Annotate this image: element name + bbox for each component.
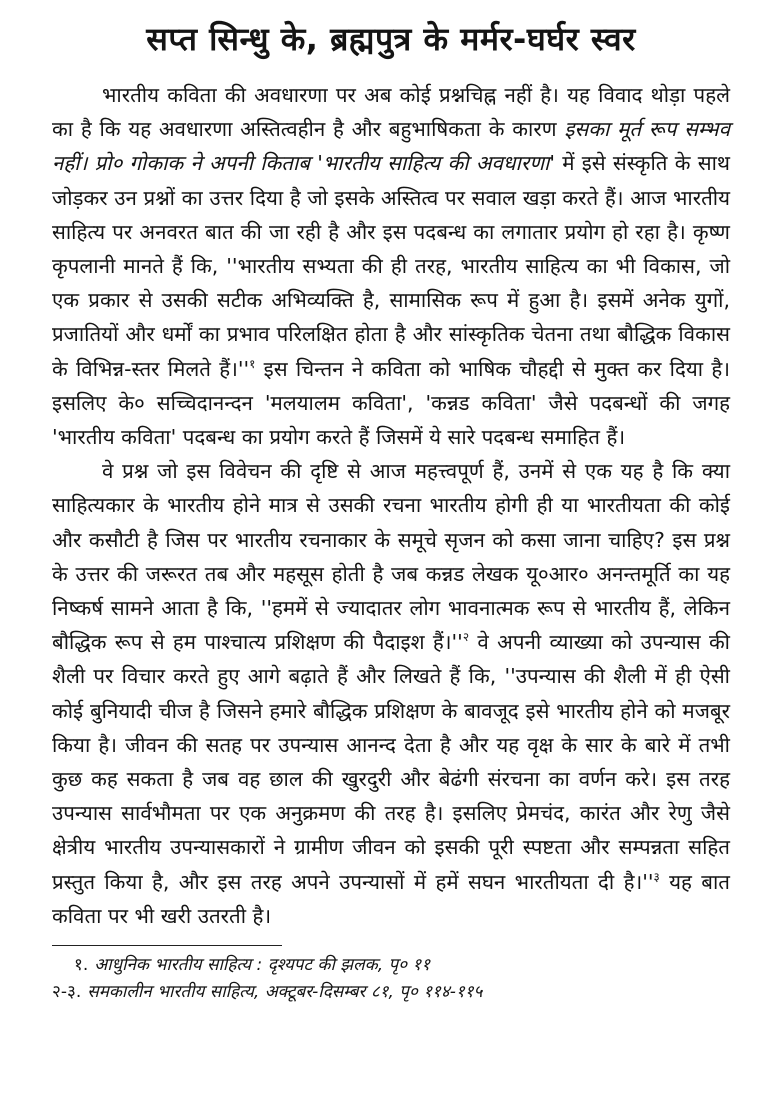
paragraph-2-text-c: यह बात कविता पर भी खरी उतरती है।: [52, 869, 730, 928]
footnote-text: समकालीन भारतीय साहित्य, अक्टूबर-दिसम्बर ८१, पृ० ११४-११५: [87, 982, 483, 1003]
paragraph-2-text-b: वे अपनी व्याख्या को उपन्यास की शैली पर विचार करते हुए आगे बढ़ाते हैं और लिखते हैं कि, ''उपन्यास की शैली में ही ऐसी कोई बुनियादी चीज है जिसने हमारे बौद्धिक प्रशिक्षण के बावजूद इसे भारतीय होने को मजबूर किया है। जीवन की सतह पर उपन्यास आनन्द देता है और यह वृक्ष के सार के बारे में तभी कुछ कह सकता है जब वह छाल की खुरदुरी और बेढंगी संरचना का वर्णन करे। इस तरह उपन्यास सार्वभौमता पर एक अनुक्रमण की तरह है। इसलिए प्रेमचंद, कारंत और रेणु जैसे क्षेत्रीय भारतीय उपन्यासकारों ने ग्रामीण जीवन को इसकी पूरी स्पष्टता और सम्पन्नता सहित प्रस्तुत किया है, और इस तरह अपने उपन्यासों में हमें सघन भारतीयता दी है।'': [52, 630, 730, 894]
footnote-ref-1: १: [249, 356, 256, 371]
chapter-title: सप्त सिन्धु के, ब्रह्मपुत्र के मर्मर-घर्घर स्वर: [146, 20, 636, 58]
footnote-number: २-३.: [52, 982, 82, 1003]
footnote-ref-3: ३: [653, 869, 660, 884]
footnote-2: [52, 979, 730, 1006]
footnotes: [52, 952, 730, 1006]
paragraph-1: [52, 78, 730, 454]
paragraph-1-text-a: भारतीय कविता की अवधारणा पर अब कोई प्रश्नचिह्न नहीं है। यह विवाद थोड़ा पहले का है कि यह अवधारणा अस्तित्वहीन है और बहुभाषिकता के कारण: [52, 83, 730, 142]
paragraph-2-text-a: वे प्रश्न जो इस विवेचन की दृष्टि से आज महत्त्वपूर्ण हैं, उनमें से एक यह है कि क्या साहित्यकार के भारतीय होने मात्र से उसकी रचना भारतीय होगी ही या भारतीयता की कोई और कसौटी है जिस पर भारतीय रचनाकार के समूचे सृजन को कसा जाना चाहिए? इस प्रश्न के उत्तर की जरूरत तब और महसूस होती है जब कन्नड लेखक यू०आर० अनन्तमूर्ति का यह निष्कर्ष सामने आता है कि, ''हममें से ज्यादातर लोग भावनात्मक रूप से भारतीय हैं, लेकिन बौद्धिक रूप से हम पाश्चात्य प्रशिक्षण की पैदाइश हैं।'': [52, 459, 730, 655]
footnote-1: [52, 952, 730, 979]
paragraph-1-text-c: में इसे संस्कृति के साथ जोड़कर उन प्रश्नों का उत्तर दिया है जो इसके अस्तित्व पर सवाल खड़ा करते हैं। आज भारतीय साहित्य पर अनवरत बात की जा रही है और इस पदबन्ध का लगातार प्रयोग हो रहा है। कृष्ण कृपलानी मानते हैं कि, ''भारतीय सभ्यता की ही तरह, भारतीय साहित्य का भी विकास, जो एक प्रकार से उसकी सटीक अभिव्यक्ति है, सामासिक रूप में हुआ है। इसमें अनेक युगों, प्रजातियों और धर्मों का प्रभाव परिलक्षित होता है और सांस्कृतिक चेतना तथा बौद्धिक विकास के विभिन्न-स्तर मिलते हैं।'': [52, 151, 730, 381]
footnote-divider: [52, 945, 282, 946]
footnote-ref-2: २: [462, 630, 470, 645]
footnote-number: १.: [74, 955, 89, 976]
footnote-text: आधुनिक भारतीय साहित्य : दृश्यपट की झलक, पृ० ११: [94, 955, 431, 976]
paragraph-2: [52, 454, 730, 933]
paragraph-1-italic-text: इसका मूर्त रूप सम्भव नहीं। प्रो० गोकाक ने अपनी किताब 'भारतीय साहित्य की अवधारणा': [52, 117, 730, 176]
paragraph-1-text-d: इस चिन्तन ने कविता को भाषिक चौहद्दी से मुक्त कर दिया है। इसलिए के० सच्चिदानन्दन 'मलयालम कविता', 'कन्नड कविता' जैसे पदबन्धों की जगह 'भारतीय कविता' पदबन्ध का प्रयोग करते हैं जिसमें ये सारे पदबन्ध समाहित हैं।: [52, 356, 730, 450]
